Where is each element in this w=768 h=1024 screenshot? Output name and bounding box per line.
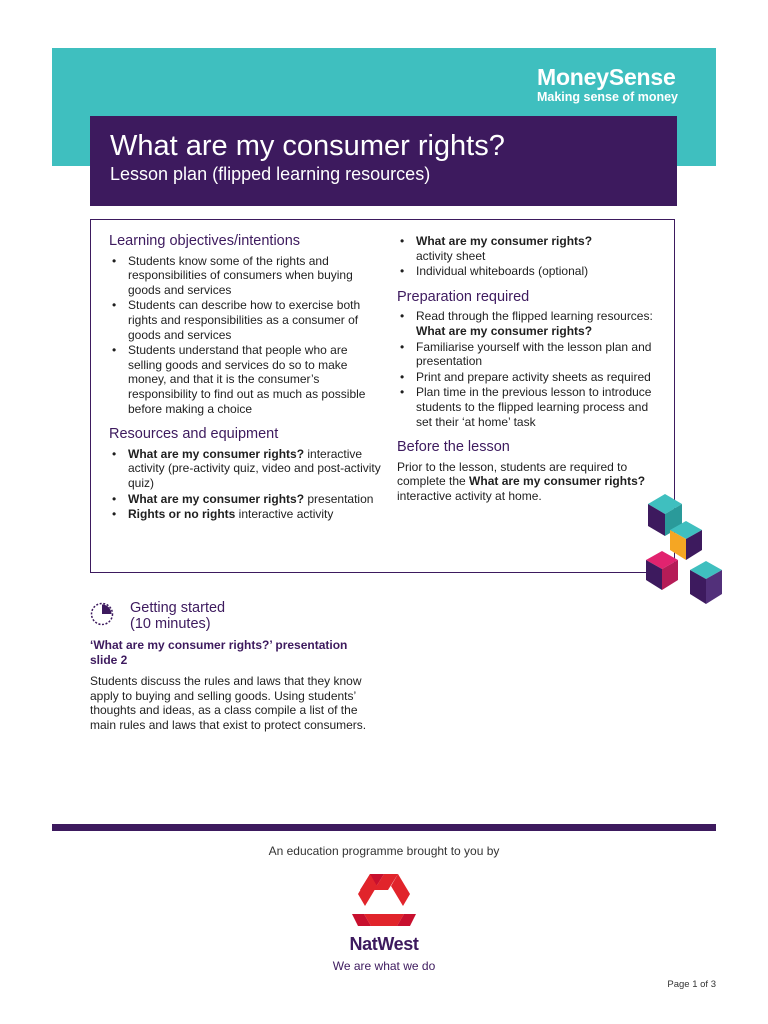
resource-title: What are my consumer rights? [128, 446, 305, 461]
list-item: • Students can describe how to exercise both rights and responsibilities as a consumer of goods and services [109, 298, 381, 342]
prep-bold: What are my consumer rights? [416, 323, 593, 338]
list-item [397, 234, 659, 263]
list-item: • Students know some of the rights and responsibilities of consumers when buying goods and services [109, 254, 381, 298]
left-column [109, 234, 381, 523]
before-heading: Before the lesson [397, 439, 510, 456]
resource-title: What are my consumer rights? [128, 491, 305, 506]
page-number: Page 1 of 3 [667, 979, 716, 990]
footer-divider [52, 824, 716, 831]
list-item: • Students understand that people who are selling goods and services do so to make money, and that it is the consumer’s responsibility to find out as much as possible before making a choice [109, 343, 381, 416]
list-item [397, 264, 659, 279]
list-item [109, 507, 381, 522]
before-text-a: Prior to the lesson, students are required to complete the [397, 459, 628, 489]
list-item [109, 492, 381, 507]
list-item [397, 309, 659, 338]
clock-icon [90, 602, 114, 626]
list-item: • Plan time in the previous lesson to introduce students to the flipped learning process and set their ‘at home’ task [397, 385, 659, 429]
before-text [397, 460, 659, 504]
resource-text: interactive activity (pre-activity quiz, video and post-activity quiz) [128, 446, 381, 490]
brand-tagline: Making sense of money [536, 90, 678, 104]
resources-list [109, 447, 381, 522]
list-item: • Familiarise yourself with the lesson plan and presentation [397, 340, 659, 369]
page-title: What are my consumer rights? [110, 130, 505, 162]
preparation-list [397, 309, 659, 429]
title-box [90, 116, 677, 206]
resource-text: presentation [304, 491, 374, 506]
preparation-heading: Preparation required [397, 288, 530, 305]
getting-started-title [130, 600, 225, 632]
right-column [397, 234, 659, 504]
programme-credit: An education programme brought to you by [268, 844, 500, 858]
resource-text: interactive activity [235, 507, 334, 522]
getting-started-duration: (10 minutes) [130, 616, 211, 632]
before-bold: What are my consumer rights? [469, 474, 646, 489]
sponsor-tagline: We are what we do [332, 959, 436, 973]
page-subtitle: Lesson plan (flipped learning resources) [110, 164, 431, 184]
prep-text: Read through the flipped learning resources: [416, 309, 653, 324]
resource-title: What are my consumer rights? [416, 234, 593, 248]
cubes-graphic [638, 490, 728, 610]
sponsor-name: NatWest [349, 934, 419, 954]
list-item [109, 447, 381, 491]
resource-text: Individual whiteboards (optional) [416, 264, 589, 279]
brand-name: MoneySense [536, 64, 676, 90]
slide-reference: ‘What are my consumer rights?’ presentation slide 2 [90, 638, 348, 667]
resource-title: Rights or no rights [128, 507, 236, 522]
moneysense-logo [537, 64, 678, 104]
getting-started-heading: Getting started [130, 600, 226, 616]
resource-text: activity sheet [416, 248, 486, 263]
resources-heading: Resources and equipment [109, 426, 279, 443]
resources-list-continued [397, 234, 659, 279]
natwest-logo-icon [350, 872, 418, 932]
before-text-b: interactive activity at home. [397, 488, 542, 503]
objectives-list [109, 254, 381, 417]
list-item: • Print and prepare activity sheets as required [397, 370, 659, 385]
lesson-overview-panel [90, 219, 675, 573]
getting-started-body: Students discuss the rules and laws that they know apply to buying and selling goods. Using students’ thoughts and ideas, as a class compile a list of the main rules and laws that exist to protect consumers. [90, 674, 367, 732]
objectives-heading: Learning objectives/intentions [109, 233, 301, 249]
